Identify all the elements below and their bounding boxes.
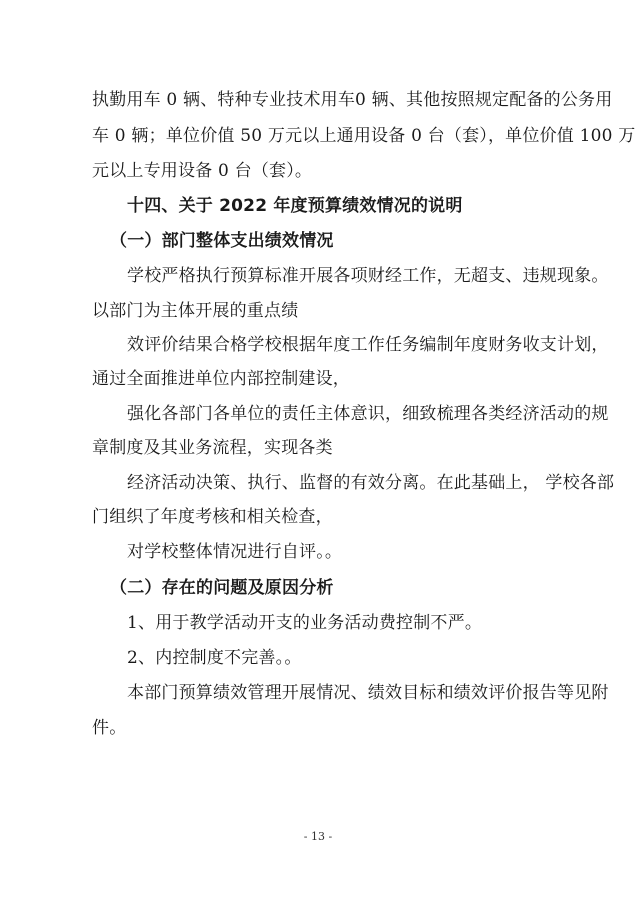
body-text-line: 学校严格执行预算标准开展各项财经工作，无超支、违规现象。 [127,266,609,286]
body-text-line: 效评价结果合格学校根据年度工作任务编制年度财务收支计划， [127,335,609,355]
body-text-line: 经济活动决策、执行、监督的有效分离。在此基础上， 学校各部 [127,473,615,493]
body-text-line: 执勤用车 0 辆、特种专业技术用车0 辆、其他按照规定配备的公务用 [92,90,613,110]
body-text-line: 通过全面推进单位内部控制建设， [92,369,350,389]
subsection-heading: （一）部门整体支出绩效情况 [110,231,334,251]
section-heading: 十四、关于 2022 年度预算绩效情况的说明 [127,196,463,216]
body-text-line: 件。 [92,718,127,738]
body-text-line: 强化各部门各单位的责任主体意识，细致梳理各类经济活动的规 [127,404,609,424]
body-text-line: 章制度及其业务流程，实现各类 [92,438,333,458]
body-text-line: 以部门为主体开展的重点绩 [92,301,299,321]
body-text-line: 本部门预算绩效管理开展情况、绩效目标和绩效评价报告等见附 [127,683,609,703]
body-text-line: 对学校整体情况进行自评。。 [127,542,343,562]
list-item: 2、内控制度不完善。。 [127,648,302,668]
page-number: - 13 - [303,830,333,843]
body-text-line: 门组织了年度考核和相关检查， [92,507,333,527]
body-text-line: 车 0 辆；单位价值 50 万元以上通用设备 0 台（套），单位价值 100 万 [92,126,636,146]
list-item: 1、用于教学活动开支的业务活动费控制不严。 [127,613,483,633]
subsection-heading: （二）存在的问题及原因分析 [110,578,334,598]
body-text-line: 元以上专用设备 0 台（套）。 [92,161,313,181]
